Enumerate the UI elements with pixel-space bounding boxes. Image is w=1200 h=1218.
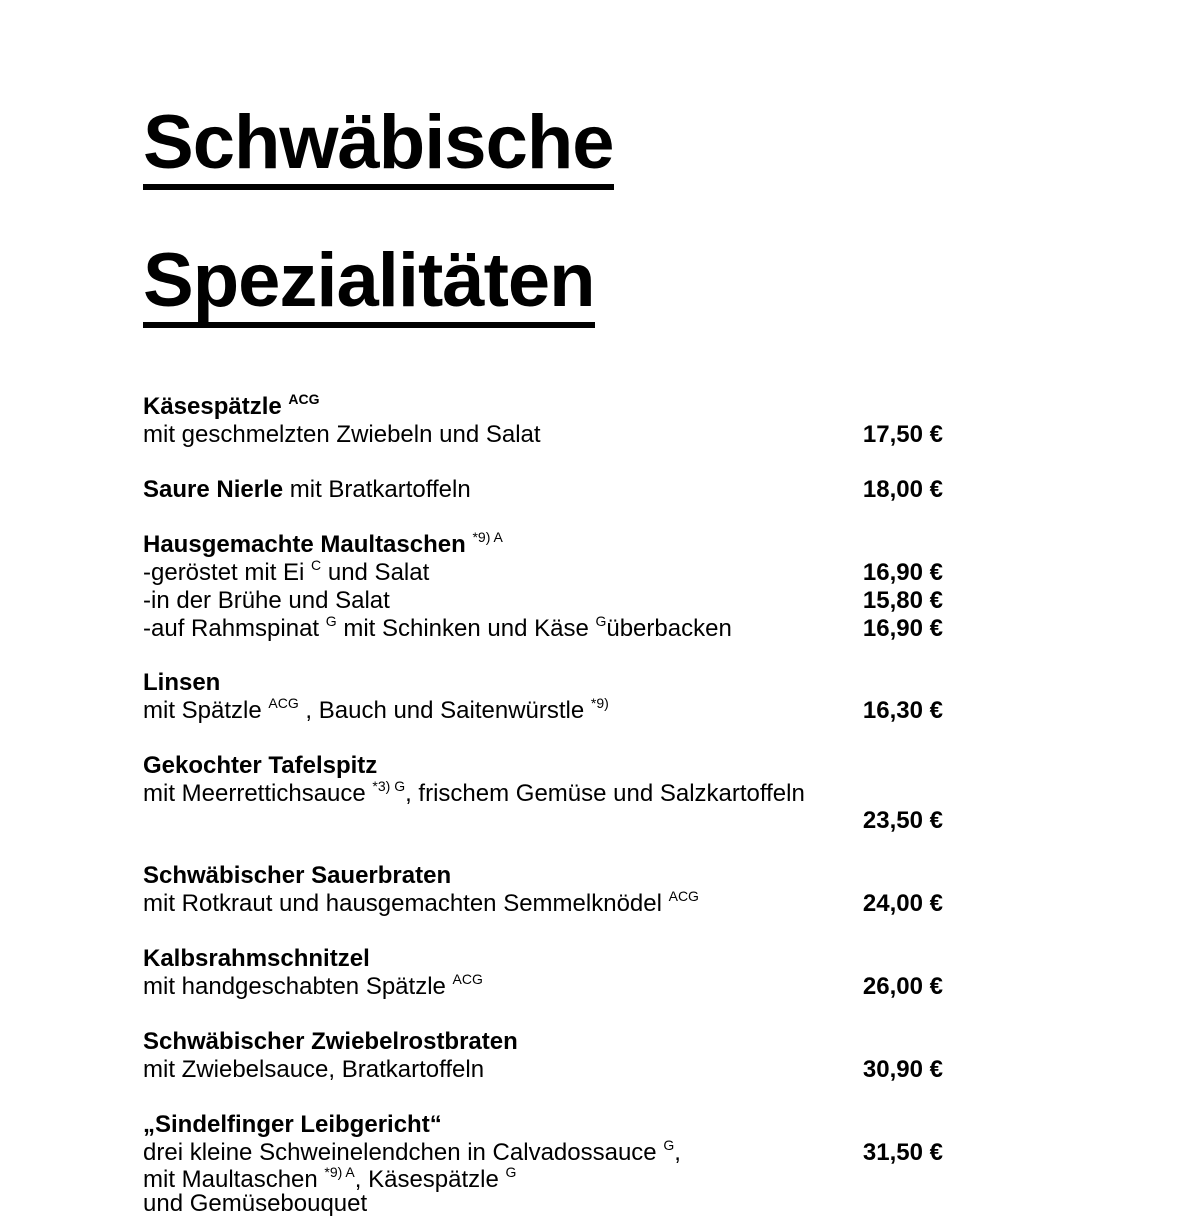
allergen-code: *3) G [372,778,406,794]
menu-item-description: und Gemüsebouquet [143,1190,368,1217]
allergen-code: *9) [590,695,609,711]
menu-item-price: 16,30 € [862,697,943,724]
menu-item-price: 15,80 € [862,587,943,614]
menu-item-name: Käsespätzle $^{ACG}$ [143,391,320,420]
menu-item-description: mit Meerrettichsauce $^{*3) G}$, frischem Gemüse und Salzkartoffeln [143,778,805,807]
menu-item-description: mit Bratkartoffeln [283,476,471,503]
menu-item-price: 26,00 € [862,973,943,1000]
menu-item-name: Schwäbischer Sauerbraten [143,862,452,889]
page-title-line-2: Spezialitäten [143,243,595,328]
allergen-code: *9) A [472,529,503,545]
allergen-code: C [311,557,322,573]
allergen-code: ACG [288,391,320,407]
menu-item-name: Saure Nierle mit Bratkartoffeln [143,476,471,503]
menu-item-description: mit Zwiebelsauce, Bratkartoffeln [143,1056,485,1083]
menu-item-description: mit handgeschabten Spätzle $^{ACG}$ [143,971,483,1000]
allergen-code: G [325,613,337,629]
menu-item-price: 30,90 € [862,1056,943,1083]
allergen-code: ACG [268,695,299,711]
menu-item-name: Hausgemachte Maultaschen $^{*9) A}$ [143,529,503,558]
menu-item-description: mit Maultaschen $^{*9) A}$, Käsespätzle $^G$ [143,1164,517,1193]
allergen-code: *9) A [324,1164,355,1180]
menu-item-name: Schwäbischer Zwiebelrostbraten [143,1028,518,1055]
menu-item-variant: -auf Rahmspinat $^G$ mit Schinken und Käse $^G$überbacken [143,613,732,642]
allergen-code: G [505,1164,517,1180]
allergen-code: ACG [668,888,699,904]
menu-item-description: mit Spätzle $^{ACG}$ , Bauch und Saitenwürstle $^{*9)}$ [143,695,609,724]
menu-item-price: 31,50 € [862,1139,943,1166]
menu-item-price: 18,00 € [862,476,943,503]
menu-item-variant: -in der Brühe und Salat [143,587,390,614]
allergen-code: ACG [452,971,483,987]
menu-item-price: 23,50 € [862,807,943,834]
menu-item-price: 17,50 € [862,421,943,448]
menu-item-name: Gekochter Tafelspitz [143,752,378,779]
menu-item-description: drei kleine Schweinelendchen in Calvadossauce $^G$, [143,1137,681,1166]
allergen-code: G [595,613,607,629]
menu-item-price: 16,90 € [862,615,943,642]
menu-item-description: mit Rotkraut und hausgemachten Semmelknödel $^{ACG}$ [143,888,699,917]
menu-item-name: „Sindelfinger Leibgericht“ [143,1111,442,1138]
menu-item-name: Kalbsrahmschnitzel [143,945,370,972]
menu-item-description: mit geschmelzten Zwiebeln und Salat [143,421,541,448]
page-title-line-1: Schwäbische [143,105,614,190]
menu-item-variant: -geröstet mit Ei $^C$ und Salat [143,557,430,586]
allergen-code: G [663,1137,675,1153]
menu-item-price: 24,00 € [862,890,943,917]
menu-item-price: 16,90 € [862,559,943,586]
menu-item-name: Linsen [143,669,221,696]
